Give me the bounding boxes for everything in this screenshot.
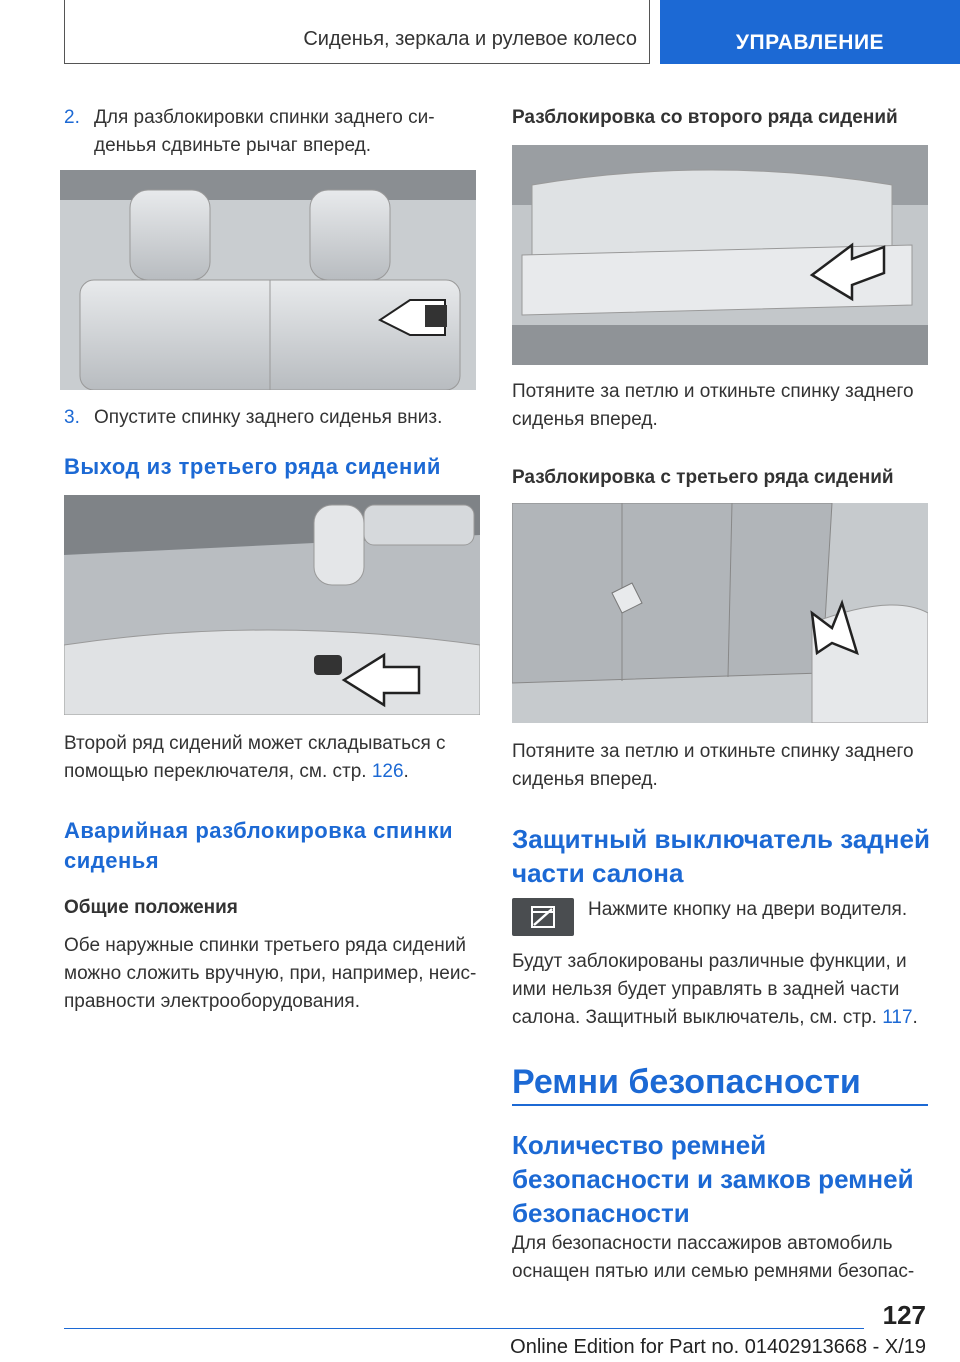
heading-rear-safety-switch: Защитный выключатель задней части салона xyxy=(512,824,930,888)
third-row-description: Потяните за петлю и откиньте спинку заднего сиденья вперед. xyxy=(512,741,914,790)
third-row-release-illustration xyxy=(512,503,928,723)
footer-divider xyxy=(64,1328,864,1329)
second-row-illustration xyxy=(512,145,928,365)
photo-seat-release-lever xyxy=(60,170,476,390)
belts-description: Для безопасности пассажиров автомобиль оснащен пятью или семью ремнями безопас- xyxy=(512,1233,915,1282)
heading-third-row-release: Разблокировка с третьего ряда сидений xyxy=(512,467,894,488)
exit-text: Второй ряд сидений может складываться с помощью переключателя, см. стр. xyxy=(64,733,446,782)
blocked-text: Будут заблокированы различные функции, и ими нельзя будет управлять в задней части салона. Защитный выключатель, см. стр. xyxy=(512,951,907,1028)
safety-switch-button-icon xyxy=(512,898,574,936)
page-link-126[interactable]: 126 xyxy=(371,761,404,782)
step-3 xyxy=(64,404,480,432)
page-number: 127 xyxy=(882,1300,926,1330)
exit-description xyxy=(64,730,480,786)
photo-third-row-release xyxy=(512,503,928,723)
section-divider xyxy=(512,1104,928,1106)
switch-instruction: Нажмите кнопку на двери водителя. xyxy=(588,899,908,920)
general-description: Обе наружные спинки третьего ряда сидений можно сложить вручную, при, например, неис-правности электрооборудования. xyxy=(64,935,477,1012)
heading-exit-third-row: Выход из третьего ряда сидений xyxy=(64,454,441,479)
step-number: 2. xyxy=(64,107,80,128)
heading-general: Общие положения xyxy=(64,897,238,918)
blocked-text-end: . xyxy=(912,1007,918,1028)
heading-belt-count: Количество ремней безопасности и замков ремней безопасности xyxy=(512,1130,914,1228)
blocked-functions-description xyxy=(512,948,928,1032)
header-section-box xyxy=(64,0,650,64)
header-section-title: Сиденья, зеркала и рулевое колесо xyxy=(303,28,637,50)
footer-edition: Online Edition for Part no. 01402913668 - X/19 xyxy=(510,1336,926,1358)
step-2 xyxy=(64,104,480,160)
third-row-illustration xyxy=(64,495,480,715)
second-row-description: Потяните за петлю и откиньте спинку заднего сиденья вперед. xyxy=(512,381,914,430)
page-link-117[interactable]: 117 xyxy=(882,1007,913,1028)
step-text: Опустите спинку заднего сиденья вниз. xyxy=(94,407,443,428)
step-number: 3. xyxy=(64,407,80,428)
window-lock-icon xyxy=(512,898,574,936)
photo-second-row-release xyxy=(512,145,928,365)
step-text: Для разблокировки спинки заднего си-деньья сдвиньте рычаг вперед. xyxy=(94,107,435,156)
header-chapter-tab[interactable]: УПРАВЛЕНИЕ xyxy=(660,0,960,64)
heading-emergency-release: Аварийная разблокировка спинки сиденья xyxy=(64,818,453,873)
seat-lever-illustration xyxy=(60,170,476,390)
exit-text-end: . xyxy=(403,761,409,782)
heading-second-row-release: Разблокировка со второго ряда сидений xyxy=(512,107,898,128)
heading-seat-belts: Ремни безопасности xyxy=(512,1063,861,1101)
photo-third-row-exit xyxy=(64,495,480,715)
